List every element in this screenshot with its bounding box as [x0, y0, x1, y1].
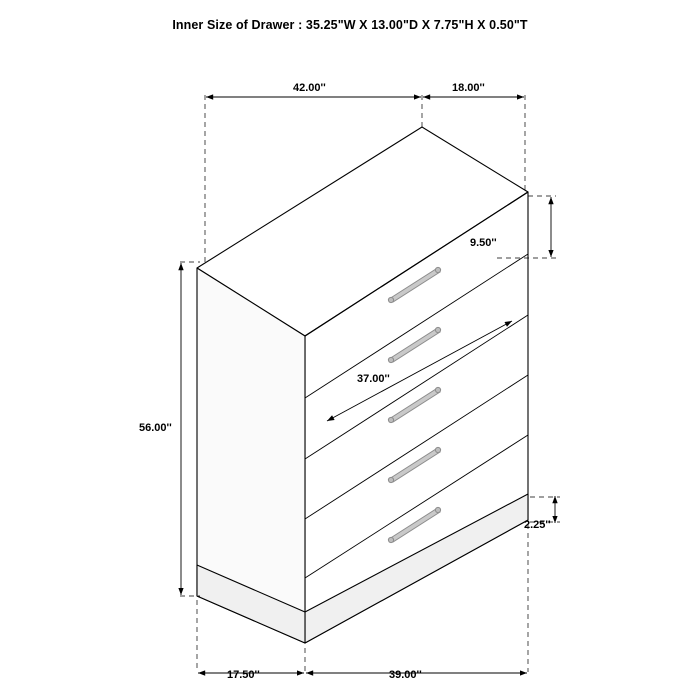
dim-label-base-height: 2.25'' [524, 519, 551, 531]
dim-label-side-depth: 9.50'' [470, 237, 497, 249]
dim-label-top-depth: 18.00'' [452, 82, 485, 94]
dim-label-drawer-width: 37.00'' [357, 373, 390, 385]
dim-label-total-height: 56.00'' [139, 422, 172, 434]
page-title: Inner Size of Drawer : 35.25"W X 13.00"D X 7.75"H X 0.50"T [172, 18, 528, 32]
dim-label-top-width: 42.00'' [293, 82, 326, 94]
dim-label-base-front: 39.00'' [389, 669, 422, 681]
chest-body [197, 127, 528, 643]
dim-label-base-side: 17.50'' [227, 669, 260, 681]
